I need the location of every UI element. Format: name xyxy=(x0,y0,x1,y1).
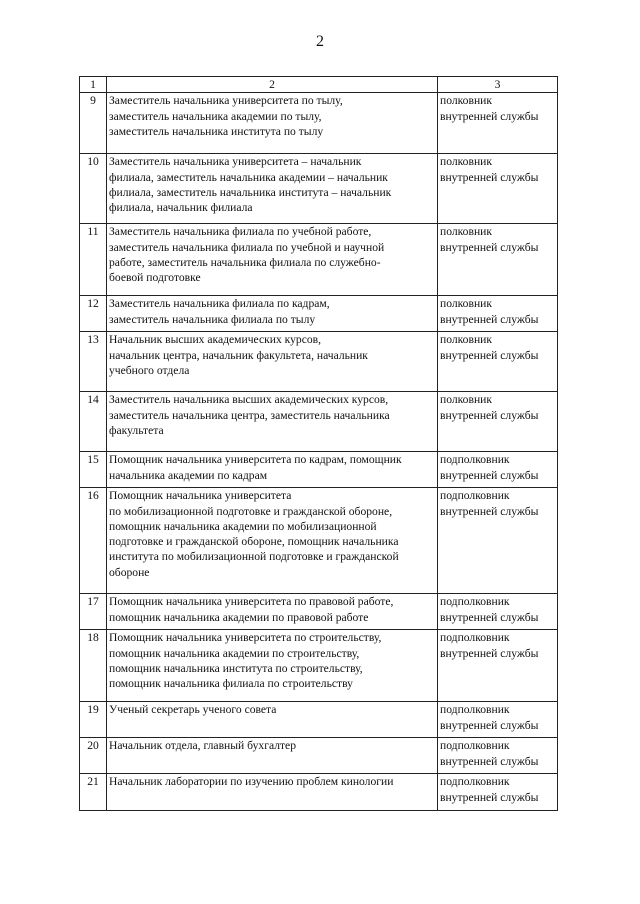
rank-cell xyxy=(438,488,558,594)
position-text-line: помощник начальника института по строительству, xyxy=(109,661,363,675)
rank-text-line: подполковник xyxy=(440,453,510,467)
row-number: 16 xyxy=(80,488,107,594)
position-cell xyxy=(107,452,438,488)
table-row xyxy=(80,594,558,630)
table-row xyxy=(80,93,558,154)
row-number: 17 xyxy=(80,594,107,630)
position-cell xyxy=(107,224,438,296)
rank-text-line: полковник xyxy=(440,94,492,108)
position-text-line: Помощник начальника университета по кадрам, помощник xyxy=(109,453,402,467)
rank-cell xyxy=(438,224,558,296)
position-cell xyxy=(107,93,438,154)
position-cell xyxy=(107,702,438,738)
rank-text-line: внутренней службы xyxy=(440,240,539,254)
position-text-line: заместитель начальника института по тылу xyxy=(109,124,324,138)
position-text-line: помощник начальника академии по строительству, xyxy=(109,646,360,660)
position-cell xyxy=(107,630,438,702)
rank-text-line: внутренней службы xyxy=(440,754,539,768)
rank-text-line: внутренней службы xyxy=(440,109,539,123)
table-row xyxy=(80,392,558,452)
rank-text-line: полковник xyxy=(440,155,492,169)
rank-text-line: внутренней службы xyxy=(440,790,539,804)
position-text-line: Заместитель начальника филиала по кадрам, xyxy=(109,297,330,311)
position-text-line: по мобилизационной подготовке и гражданской обороне, xyxy=(109,504,393,518)
rank-text-line: внутренней службы xyxy=(440,718,539,732)
row-number: 15 xyxy=(80,452,107,488)
column-header-number: 1 xyxy=(80,77,107,93)
position-text-line: Ученый секретарь ученого совета xyxy=(109,703,277,717)
row-number: 9 xyxy=(80,93,107,154)
position-text-line: начальник центра, начальник факультета, начальник xyxy=(109,348,368,362)
rank-text-line: внутренней службы xyxy=(440,348,539,362)
row-number: 14 xyxy=(80,392,107,452)
position-cell xyxy=(107,296,438,332)
position-text-line: заместитель начальника филиала по учебной и научной xyxy=(109,240,385,254)
table-header-row xyxy=(80,77,558,93)
position-cell xyxy=(107,774,438,811)
position-text-line: филиала, заместитель начальника института – начальник xyxy=(109,185,392,199)
row-number: 11 xyxy=(80,224,107,296)
position-text-line: факультета xyxy=(109,423,164,437)
rank-text-line: внутренней службы xyxy=(440,468,539,482)
rank-text-line: подполковник xyxy=(440,631,510,645)
position-cell xyxy=(107,332,438,392)
rank-text-line: подполковник xyxy=(440,775,510,789)
rank-text-line: полковник xyxy=(440,225,492,239)
position-text-line: Заместитель начальника высших академических курсов, xyxy=(109,393,389,407)
position-text-line: заместитель начальника центра, заместитель начальника xyxy=(109,408,390,422)
position-text-line: помощник начальника филиала по строительству xyxy=(109,677,353,691)
table-row xyxy=(80,702,558,738)
positions-ranks-table xyxy=(79,76,558,811)
rank-cell xyxy=(438,702,558,738)
position-text-line: Начальник отдела, главный бухгалтер xyxy=(109,739,296,753)
position-cell xyxy=(107,738,438,774)
rank-cell xyxy=(438,392,558,452)
position-text-line: Заместитель начальника университета по тылу, xyxy=(109,94,343,108)
column-header-rank: 3 xyxy=(438,77,558,93)
position-text-line: филиала, начальник филиала xyxy=(109,201,253,215)
position-text-line: начальника академии по кадрам xyxy=(109,468,268,482)
table-body xyxy=(80,93,558,811)
rank-text-line: внутренней службы xyxy=(440,170,539,184)
rank-cell xyxy=(438,154,558,224)
row-number: 12 xyxy=(80,296,107,332)
position-text-line: филиала, заместитель начальника академии – начальник xyxy=(109,170,388,184)
rank-text-line: внутренней службы xyxy=(440,504,539,518)
table-row xyxy=(80,154,558,224)
position-text-line: работе, заместитель начальника филиала по служебно- xyxy=(109,255,381,269)
position-text-line: боевой подготовке xyxy=(109,271,201,285)
position-cell xyxy=(107,392,438,452)
rank-text-line: подполковник xyxy=(440,595,510,609)
rank-cell xyxy=(438,594,558,630)
position-text-line: заместитель начальника академии по тылу, xyxy=(109,109,322,123)
rank-cell xyxy=(438,93,558,154)
row-number: 21 xyxy=(80,774,107,811)
rank-cell xyxy=(438,332,558,392)
row-number: 20 xyxy=(80,738,107,774)
position-text-line: института по мобилизационной подготовке и гражданской xyxy=(109,550,399,564)
position-text-line: Помощник начальника университета по строительству, xyxy=(109,631,382,645)
rank-text-line: внутренней службы xyxy=(440,610,539,624)
table-row xyxy=(80,630,558,702)
table-row xyxy=(80,774,558,811)
position-cell xyxy=(107,594,438,630)
rank-text-line: внутренней службы xyxy=(440,646,539,660)
row-number: 18 xyxy=(80,630,107,702)
table-row xyxy=(80,452,558,488)
table-row xyxy=(80,488,558,594)
position-text-line: обороне xyxy=(109,565,150,579)
position-text-line: Помощник начальника университета по правовой работе, xyxy=(109,595,394,609)
rank-text-line: подполковник xyxy=(440,703,510,717)
position-text-line: подготовке и гражданской обороне, помощник начальника xyxy=(109,535,399,549)
position-text-line: заместитель начальника филиала по тылу xyxy=(109,312,316,326)
row-number: 10 xyxy=(80,154,107,224)
rank-text-line: полковник xyxy=(440,333,492,347)
row-number: 19 xyxy=(80,702,107,738)
table-row xyxy=(80,332,558,392)
table-row xyxy=(80,224,558,296)
position-text-line: Начальник высших академических курсов, xyxy=(109,333,322,347)
rank-text-line: полковник xyxy=(440,393,492,407)
position-text-line: учебного отдела xyxy=(109,363,190,377)
rank-text-line: подполковник xyxy=(440,489,510,503)
position-text-line: Заместитель начальника филиала по учебной работе, xyxy=(109,225,372,239)
table-row xyxy=(80,738,558,774)
rank-cell xyxy=(438,738,558,774)
position-text-line: Заместитель начальника университета – начальник xyxy=(109,155,362,169)
rank-text-line: полковник xyxy=(440,297,492,311)
position-text-line: Начальник лаборатории по изучению проблем кинологии xyxy=(109,775,394,789)
column-header-position: 2 xyxy=(107,77,438,93)
position-text-line: помощник начальника академии по мобилизационной xyxy=(109,519,377,533)
position-cell xyxy=(107,488,438,594)
position-cell xyxy=(107,154,438,224)
page-number: 2 xyxy=(316,33,324,50)
position-text-line: помощник начальника академии по правовой работе xyxy=(109,610,369,624)
rank-text-line: внутренней службы xyxy=(440,312,539,326)
rank-text-line: подполковник xyxy=(440,739,510,753)
rank-text-line: внутренней службы xyxy=(440,408,539,422)
rank-cell xyxy=(438,296,558,332)
position-text-line: Помощник начальника университета xyxy=(109,489,292,503)
rank-cell xyxy=(438,774,558,811)
table-row xyxy=(80,296,558,332)
row-number: 13 xyxy=(80,332,107,392)
rank-cell xyxy=(438,630,558,702)
rank-cell xyxy=(438,452,558,488)
